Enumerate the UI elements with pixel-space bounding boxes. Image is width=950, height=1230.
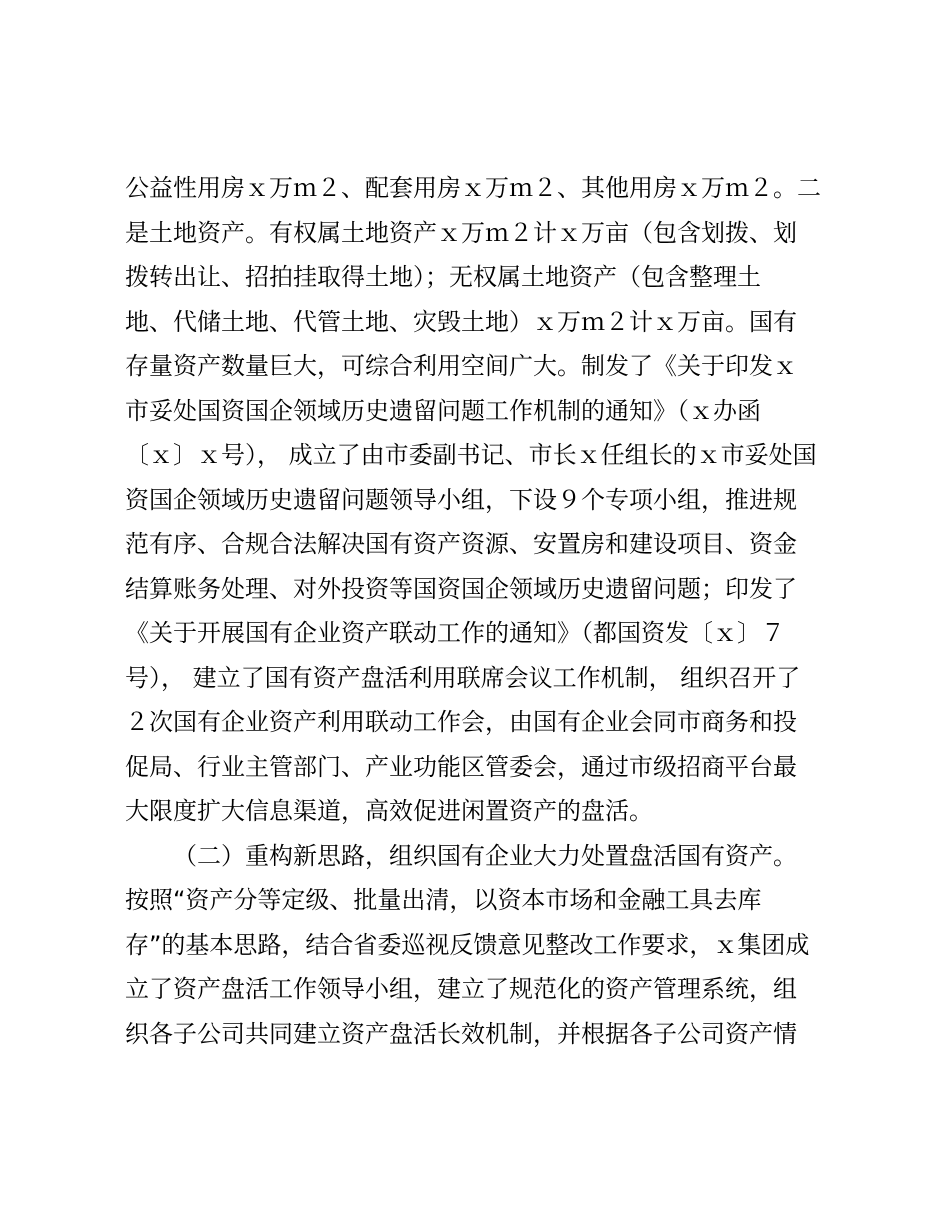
text-line: 市妥处国资国企领域历史遗留问题工作机制的通知》（ｘ办函 [125,396,761,425]
text-line: 资国企领域历史遗留问题领导小组，下设９个专项小组，推进规 [125,485,797,514]
text-line: 立了资产盘活工作领导小组，建立了规范化的资产管理系统，组 [125,975,797,1003]
text-line: ２次国有企业资产利用联动工作会，由国有企业会同市商务和投 [125,708,797,736]
text-line: 促局、行业主管部门、产业功能区管委会，通过市级招商平台最 [125,752,797,781]
body-text [125,166,845,1056]
text-line: 是土地资产。有权属土地资产ｘ万ｍ２计ｘ万亩（包含划拨、划 [125,218,797,247]
section-heading: （二）重构新思路，组织国有企业大力处置盘活国有资产。 [173,841,797,870]
text-line: 地、代储土地、代管土地、灾毁土地）ｘ万ｍ２计ｘ万亩。国有 [125,307,797,336]
text-line: 按照“资产分等定级、批量出清，以资本市场和金融工具去库 [125,886,762,914]
text-line: 结算账务处理、对外投资等国资国企领域历史遗留问题；印发了 [125,574,797,603]
text-line: 〔ｘ〕ｘ号）， 成立了由市委副书记、市长ｘ任组长的ｘ市妥处国 [125,441,817,469]
text-line: 号）， 建立了国有资产盘活利用联席会议工作机制， 组织召开了 [125,663,801,692]
text-line: 存”的基本思路，结合省委巡视反馈意见整改工作要求，ｘ集团成 [125,930,810,959]
text-line: 织各子公司共同建立资产盘活长效机制，并根据各子公司资产情 [125,1019,797,1048]
text-line: 《关于开展国有企业资产联动工作的通知》（都国资发〔ｘ〕７ [125,619,785,647]
text-line: 存量资产数量巨大，可综合利用空间广大。制发了《关于印发ｘ [125,352,797,380]
text-line: 拨转出让、招拍挂取得土地）；无权属土地资产（包含整理土 [125,263,761,291]
text-line: 公益性用房ｘ万ｍ２、配套用房ｘ万ｍ２、其他用房ｘ万ｍ２。二 [125,174,821,202]
text-line: 大限度扩大信息渠道，高效促进闲置资产的盘活。 [125,797,653,825]
text-line: 范有序、合规合法解决国有资产资源、安置房和建设项目、资金 [125,530,797,558]
